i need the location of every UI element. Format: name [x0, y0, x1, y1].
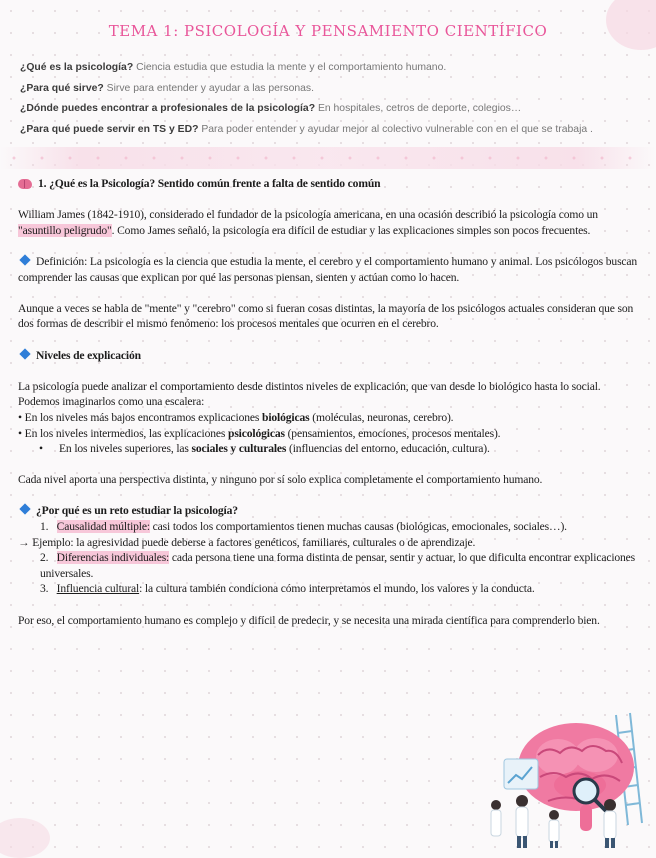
text: casi todos los comportamientos tienen muchas causas (biológicas, emocionales, sociales…). [149, 520, 567, 534]
diamond-icon [19, 348, 30, 359]
faq-block [20, 58, 640, 140]
paragraph: La psicología puede analizar el comportamiento desde distintos niveles de explicación, que van desde lo biológico hasta lo social. [18, 379, 601, 393]
text: • En los niveles intermedios, las explicaciones [18, 426, 229, 440]
paragraph: Cada nivel aporta una perspectiva distinta, y ninguno por sí solo explica completamente el comportamiento humano. [18, 473, 543, 487]
text: (moléculas, neuronas, cerebro). [309, 410, 454, 424]
diamond-icon [19, 254, 30, 265]
main-content [18, 176, 640, 628]
faq-item [20, 58, 640, 79]
faq-answer: Para poder entender y ayudar mejor al colectivo vulnerable con en el que se trabaja . [201, 123, 593, 135]
text: (pensamientos, emociones, procesos mentales). [284, 426, 501, 440]
faq-question: ¿Dónde puedes encontrar a profesionales de la psicología? [20, 103, 316, 114]
brain-icon [18, 179, 32, 189]
highlighted-text: Diferencias individuales: [56, 551, 170, 565]
text: William James (1842-1910), considerado el fundador de la psicología americana, en una ocasión describió la psicología como un [18, 208, 598, 222]
paragraph: Aunque a veces se habla de "mente" y "cerebro" como si fueran cosas distintas, la mayoría de los psicólogos actuales consideran que son dos formas de describir el mismo fenómeno: los procesos mentales que ocurren en el cerebro. [18, 301, 634, 331]
faq-answer: Sirve para entender y ayudar a las personas. [106, 82, 314, 94]
text: En los niveles superiores, las [59, 442, 192, 456]
paragraph: Podemos imaginarlos como una escalera: [18, 395, 205, 409]
subheading [18, 503, 640, 519]
text: Definición: La psicología es la ciencia que estudia la mente, el cerebro y el comportamiento humano y animal. Los psicólogos buscan comprender las causas que explican por qué las personas piensan, sienten y actúan como lo hacen. [18, 254, 638, 284]
list-item [18, 426, 640, 442]
subheading-text: Niveles de explicación [36, 348, 141, 362]
numbered-item [18, 581, 640, 597]
faq-item [20, 79, 640, 100]
example-line: → Ejemplo: la agresividad puede deberse a factores genéticos, familiares, culturales o de aprendizaje. [18, 535, 476, 549]
page-title: TEMA 1: PSICOLOGÍA Y PENSAMIENTO CIENTÍFICO [108, 22, 548, 40]
faq-question: ¿Qué es la psicología? [20, 62, 134, 73]
faq-question: ¿Para qué sirve? [20, 82, 104, 94]
text: (influencias del entorno, educación, cultura). [286, 442, 490, 456]
numbered-item [18, 519, 640, 535]
text: : la cultura también condiciona cómo interpretamos el mundo, los valores y la conducta. [139, 582, 535, 596]
text: cada persona tiene una forma distinta de pensar, sentir y actuar, lo que dificulta encontrar explicaciones universales. [40, 551, 636, 580]
item-number: 2. [40, 551, 49, 565]
subheading [18, 348, 640, 364]
numbered-item [18, 550, 640, 581]
paragraph [18, 207, 640, 238]
faq-answer: Ciencia estudia que estudia la mente y el comportamiento humano. [136, 62, 447, 73]
highlighted-text: Causalidad múltiple: [56, 520, 150, 534]
faq-item [20, 99, 640, 120]
divider-dots [0, 155, 656, 161]
text: . Como James señaló, la psicología era difícil de estudiar y las explicaciones simples son pocos frecuentes. [111, 223, 591, 237]
item-number: 3. [40, 582, 49, 596]
brain-illustration [488, 705, 656, 848]
text: • En los niveles más bajos encontramos explicaciones [18, 410, 263, 424]
faq-answer: En hospitales, cetros de deporte, colegios… [317, 103, 522, 114]
section-heading [18, 176, 640, 192]
bold-text: sociales y culturales [191, 442, 287, 456]
faq-question: ¿Para qué puede servir en TS y ED? [20, 123, 199, 135]
subheading-text: ¿Por qué es un reto estudiar la psicología? [36, 504, 238, 518]
list-item [18, 410, 640, 426]
list-item [18, 441, 640, 457]
highlighted-text: "asuntillo peligrudo" [18, 223, 112, 237]
chart-card [504, 759, 538, 789]
item-number: 1. [40, 520, 49, 534]
definition-paragraph [18, 254, 640, 285]
section-heading-text: 1. ¿Qué es la Psicología? Sentido común frente a falta de sentido común [38, 177, 381, 190]
bold-text: psicológicas [228, 426, 285, 440]
bullet: • [39, 442, 43, 456]
diamond-icon [19, 504, 30, 515]
underlined-text: Influencia cultural [56, 582, 140, 596]
faq-item [20, 120, 640, 141]
paragraph: Por eso, el comportamiento humano es complejo y difícil de predecir, y se necesita una mirada científica para comprenderlo bien. [18, 613, 600, 627]
decorative-blob [0, 818, 50, 858]
bold-text: biológicas [262, 410, 310, 424]
